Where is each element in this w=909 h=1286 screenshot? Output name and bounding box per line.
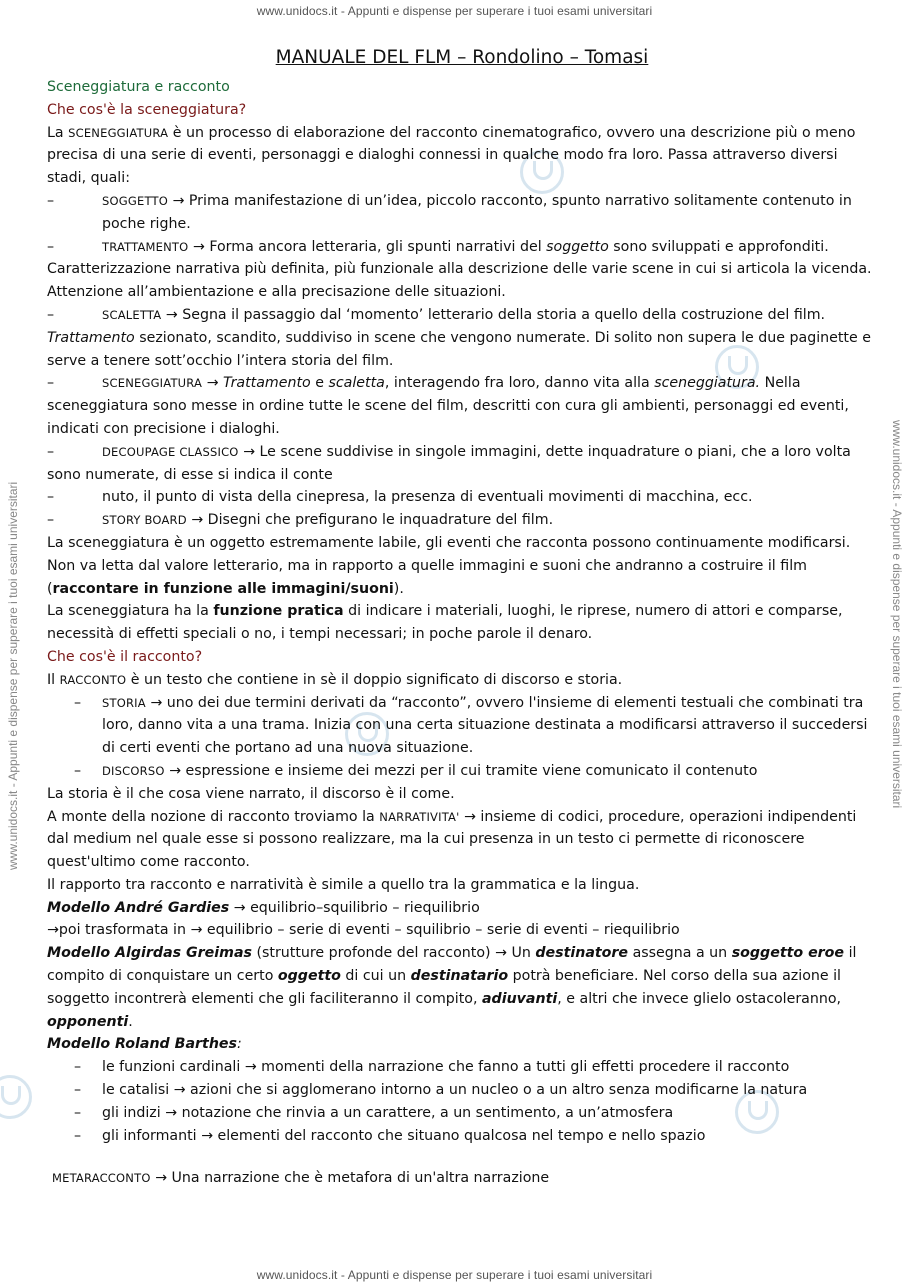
watermark-bottom: www.unidocs.it - Appunti e dispense per superare i tuoi esami universitari — [256, 1268, 653, 1282]
document-body — [47, 44, 877, 1190]
document-title: MANUALE DEL FLM – Rondolino – Tomasi — [275, 47, 649, 68]
paragraph-racconto-def: Il RACCONTO è un testo che contiene in sè il doppio significato di discorso e storia. — [47, 671, 623, 688]
list-item-storyboard: – STORY BOARD → Disegni che prefigurano le inquadrature del film. — [47, 512, 554, 529]
list-item-storia: – STORIA → uno dei due termini derivati da “racconto”, ovvero l'insieme di elementi testuali che combinati tra loro, danno vita a una trama. Inizia con una certa situazione destinata a modificarsi attraverso il succedersi di certi eventi che portano ad una nuova situazione. — [74, 694, 868, 757]
paragraph-gardies-line2: →poi trasformata in → equilibrio – serie di eventi – squilibrio – serie di eventi – riequilibrio — [47, 922, 680, 939]
watermark-right: www.unidocs.it - Appunti e dispense per superare i tuoi esami universitari — [890, 420, 904, 809]
list-item-decoupage: – DECOUPAGE CLASSICO → Le scene suddivise in singole immagini, dette inquadrature o piani, che a loro volta sono numerate, di esse si indica il conte — [47, 443, 851, 483]
question-heading-racconto: Che cos'è il racconto? — [47, 648, 203, 665]
list-item-sceneggiatura: – SCENEGGIATURA → Trattamento e scaletta, interagendo fra loro, danno vita alla sceneggiatura. Nella sceneggiatura sono messe in ordine tutte le scene del film, descritti con cura gli ambienti, personaggi ed eventi, indicati con precisione i dialoghi. — [47, 375, 849, 437]
paragraph-grammatica: Il rapporto tra racconto e narratività è simile a quello tra la grammatica e la lingua. — [47, 876, 640, 893]
list-item-scaletta: – SCALETTA → Segna il passaggio dal ‘momento’ letterario della storia a quello della costruzione del film. Trattamento sezionato, scandito, suddiviso in scene che vengono numerate. Di solito non supera le due paginette e serve a tenere sott’occhio l’intera storia del film. — [47, 306, 871, 369]
paragraph-gardies: Modello André Gardies → equilibrio–squilibrio – riequilibrio — [47, 899, 480, 916]
paragraph-barthes: Modello Roland Barthes: — [47, 1036, 242, 1053]
list-item: – gli indizi → notazione che rinvia a un carattere, a un sentimento, a un’atmosfera — [74, 1104, 674, 1121]
list-item-trattamento: – TRATTAMENTO → Forma ancora letteraria, gli spunti narrativi del soggetto sono sviluppati e approfonditi. Caratterizzazione narrativa più definita, più funzionale alla descrizione delle varie scene in cui si articola la vicenda. Attenzione all’ambientazione e alla precisazione delle situazioni. — [47, 238, 872, 301]
paragraph-labile: La sceneggiatura è un oggetto estremamente labile, gli eventi che racconta possono continuamente modificarsi. Non va letta dal valore letterario, ma in rapporto a quelle immagini e suoni che andranno a costruire il film (raccontare in funzione alle immagini/suoni). — [47, 534, 851, 597]
watermark-top: www.unidocs.it - Appunti e dispense per superare i tuoi esami universitari — [256, 4, 653, 18]
list-item-soggetto: – SOGGETTO → Prima manifestazione di un’idea, piccolo racconto, spunto narrativo solitamente contenuto in poche righe. — [47, 192, 852, 232]
watermark-logo-icon — [0, 1075, 32, 1119]
paragraph-funzione-pratica: La sceneggiatura ha la funzione pratica di indicare i materiali, luoghi, le riprese, numero di attori e comparse, necessità di effetti speciali o no, i tempi necessari; in poche parole il denaro. — [47, 603, 843, 643]
list-item-nuto: – nuto, il punto di vista della cinepresa, la presenza di eventuali movimenti di macchina, ecc. — [47, 489, 753, 506]
list-item-discorso: – DISCORSO → espressione e insieme dei mezzi per il cui tramite viene comunicato il contenuto — [74, 762, 758, 779]
question-heading-sceneggiatura: Che cos'è la sceneggiatura? — [47, 101, 247, 118]
list-item: – gli informanti → elementi del racconto che situano qualcosa nel tempo e nello spazio — [74, 1127, 706, 1144]
paragraph-narrativita: A monte della nozione di racconto troviamo la NARRATIVITA' → insieme di codici, procedure, operazioni indipendenti dal medium nel quale esse si possono realizzare, ma la cui presenza in un testo ci permette di riconoscere quest'ultimo come racconto. — [47, 808, 857, 871]
paragraph-greimas: Modello Algirdas Greimas (strutture profonde del racconto) → Un destinatore assegna a un soggetto eroe il compito di conquistare un certo oggetto di cui un destinatario potrà beneficiare. Nel corso della sua azione il soggetto incontrerà elementi che gli faciliteranno il compito, adiuvanti, e altri che invece glielo ostacoleranno, opponenti. — [47, 945, 857, 1030]
paragraph-metaracconto: METARACCONTO → Una narrazione che è metafora di un'altra narrazione — [52, 1170, 550, 1187]
list-item: – le catalisi → azioni che si agglomerano intorno a un nucleo o a un altro senza modificarne la natura — [74, 1082, 808, 1099]
paragraph-sceneggiatura-def: La SCENEGGIATURA è un processo di elaborazione del racconto cinematografico, ovvero una descrizione più o meno precisa di una serie di eventi, personaggi e dialoghi connessi in qualche modo fra loro. Passa attraverso diversi stadi, quali: — [47, 124, 856, 187]
paragraph-storia-discorso: La storia è il che cosa viene narrato, il discorso è il come. — [47, 785, 455, 802]
section-heading: Sceneggiatura e racconto — [47, 79, 230, 95]
list-item: – le funzioni cardinali → momenti della narrazione che fanno a tutti gli effetti procedere il racconto — [74, 1059, 790, 1076]
watermark-left: www.unidocs.it - Appunti e dispense per superare i tuoi esami universitari — [6, 481, 20, 870]
